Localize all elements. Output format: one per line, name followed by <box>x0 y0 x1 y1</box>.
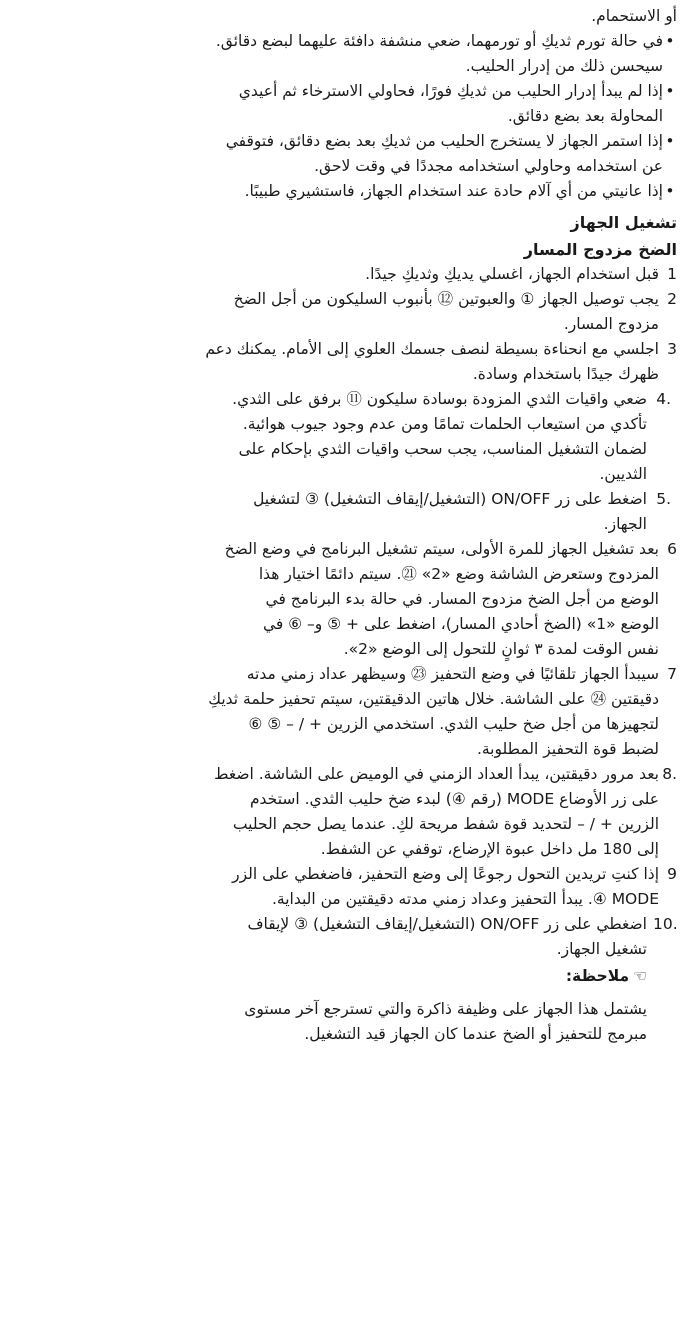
step-number: 10. <box>653 915 678 933</box>
step-item <box>10 487 677 537</box>
step-item <box>10 912 677 962</box>
intro-text <box>10 4 677 29</box>
text-line: على زر الأوضاع MODE (رقم ④) لبدء ضخ حليب الثدي. استخدم <box>249 790 659 808</box>
text-line: لضمان التشغيل المناسب، يجب سحب واقيات الثدي بإحكام على <box>238 440 647 458</box>
steps-list <box>10 262 677 962</box>
text-line: إذا لم يبدأ إدرار الحليب من ثديكِ فورًا، فحاولي الاسترخاء ثم أعيدي <box>238 82 663 100</box>
sub-heading: الضخ مزدوج المسار <box>523 240 677 259</box>
step-item <box>10 262 677 287</box>
text-line: سيبدأ الجهاز تلقائيًا في وضع التحفيز ㉓ وسيظهر عداد زمني مدته <box>246 665 659 683</box>
text-line: بعد مرور دقيقتين، يبدأ العداد الزمني في الوميض على الشاشة. اضغط <box>214 765 659 783</box>
note-body <box>10 997 677 1047</box>
text-line: الثديين. <box>599 465 647 483</box>
bullet-icon: • <box>665 32 675 50</box>
step-number: 9 <box>667 865 677 883</box>
bullet-icon: • <box>665 182 675 200</box>
note-title: ملاحظة: <box>565 967 630 985</box>
step-number: 5. <box>656 490 671 508</box>
text-line: عن استخدامه وحاولي استخدامه مجددًا في وقت لاحق. <box>314 157 663 175</box>
list-item <box>10 79 677 129</box>
step-number: 1 <box>667 265 677 283</box>
tips-list <box>10 29 677 204</box>
pointing-hand-icon: ☜ <box>633 967 647 985</box>
step-number: 2 <box>667 290 677 308</box>
list-item <box>10 29 677 79</box>
text-line: لضبط قوة التحفيز المطلوبة. <box>476 740 659 758</box>
text-line: ضعي واقيات الثدي المزودة بوسادة سليكون ⑪ برفق على الثدي. <box>232 390 647 408</box>
manual-page <box>10 4 677 1047</box>
step-number: 8. <box>662 765 677 783</box>
text-line: المزدوج وستعرض الشاشة وضع «2» ㉑. سيتم دائمًا اختيار هذا <box>258 565 659 583</box>
text-line: دقيقتين ㉔ على الشاشة. خلال هاتين الدقيقتين، سيتم تحفيز حلمة ثديكِ <box>208 690 659 708</box>
text-line: الزرين + / – لتحديد قوة شفط مريحة لكِ. عندما يصل حجم الحليب <box>232 815 659 833</box>
step-item <box>10 387 677 487</box>
step-item <box>10 537 677 662</box>
text-line: الوضع من أجل الضخ مزدوج المسار. في حالة بدء البرنامج في <box>265 590 659 608</box>
text-line: MODE ④. يبدأ التحفيز وعداد زمني مدته دقيقتين من البداية. <box>271 890 659 908</box>
bullet-icon: • <box>665 82 675 100</box>
text-line: إذا عانيتي من أي آلام حادة عند استخدام الجهاز، فاستشيري طبيبًا. <box>244 182 663 200</box>
text-line: أو الاستحمام. <box>591 7 677 25</box>
step-item <box>10 762 677 862</box>
step-number: 7 <box>667 665 677 683</box>
text-line: اضغطي على زر ON/OFF (التشغيل/إيقاف التشغيل) ③ لإيقاف <box>247 915 647 933</box>
text-line: إذا كنتِ تريدين التحول رجوعًا إلى وضع التحفيز، فاضغطي على الزر <box>232 865 659 883</box>
text-line: ظهرك جيدًا باستخدام وسادة. <box>472 365 659 383</box>
text-line: مبرمج للتحفيز أو الضخ عندما كان الجهاز قيد التشغيل. <box>304 1025 647 1043</box>
text-line: قبل استخدام الجهاز، اغسلي يديكِ وثديكِ جيدًا. <box>365 265 659 283</box>
step-item <box>10 662 677 762</box>
step-number: 6 <box>667 540 677 558</box>
text-line: تشغيل الجهاز. <box>556 940 647 958</box>
text-line: المحاولة بعد بضع دقائق. <box>507 107 663 125</box>
bullet-icon: • <box>665 132 675 150</box>
step-item <box>10 337 677 387</box>
step-item <box>10 287 677 337</box>
list-item <box>10 179 677 204</box>
text-line: بعد تشغيل الجهاز للمرة الأولى، سيتم تشغيل البرنامج في وضع الضخ <box>224 540 659 558</box>
text-line: لتجهيزها من أجل ضخ حليب الثدي. استخدمي الزرين + / – ⑤ ⑥ <box>248 715 659 733</box>
step-number: 4. <box>656 390 671 408</box>
text-line: سيحسن ذلك من إدرار الحليب. <box>465 57 663 75</box>
text-line: مزدوج المسار. <box>563 315 659 333</box>
text-line: يجب توصيل الجهاز ① والعبوتين ⑫ بأنبوب السليكون من أجل الضخ <box>233 290 659 308</box>
text-line: اضغط على زر ON/OFF (التشغيل/إيقاف التشغيل) ③ لتشغيل <box>253 490 647 508</box>
step-item <box>10 862 677 912</box>
text-line: إذا استمر الجهاز لا يستخرج الحليب من ثديكِ بعد بضع دقائق، فتوقفي <box>225 132 663 150</box>
note-header <box>10 964 677 989</box>
text-line: اجلسي مع انحناءة بسيطة لنصف جسمك العلوي إلى الأمام. يمكنك دعم <box>205 340 659 358</box>
section-heading: تشغيل الجهاز <box>570 213 677 232</box>
text-line: نفس الوقت لمدة ٣ ثوانٍ للتحول إلى الوضع «2». <box>343 640 659 658</box>
text-line: تأكدي من استيعاب الحلمات تمامًا ومن عدم وجود جيوب هوائية. <box>242 415 647 433</box>
text-line: الجهاز. <box>603 515 647 533</box>
text-line: إلى 180 مل داخل عبوة الإرضاع، توقفي عن الشفط. <box>320 840 659 858</box>
list-item <box>10 129 677 179</box>
text-line: يشتمل هذا الجهاز على وظيفة ذاكرة والتي تسترجع آخر مستوى <box>244 1000 647 1018</box>
text-line: في حالة تورم ثديكِ أو تورمهما، ضعي منشفة دافئة عليهما لبضع دقائق. <box>215 32 663 50</box>
step-number: 3 <box>667 340 677 358</box>
text-line: الوضع «1» (الضخ أحادي المسار)، اضغط على + ⑤ و– ⑥ في <box>262 615 659 633</box>
